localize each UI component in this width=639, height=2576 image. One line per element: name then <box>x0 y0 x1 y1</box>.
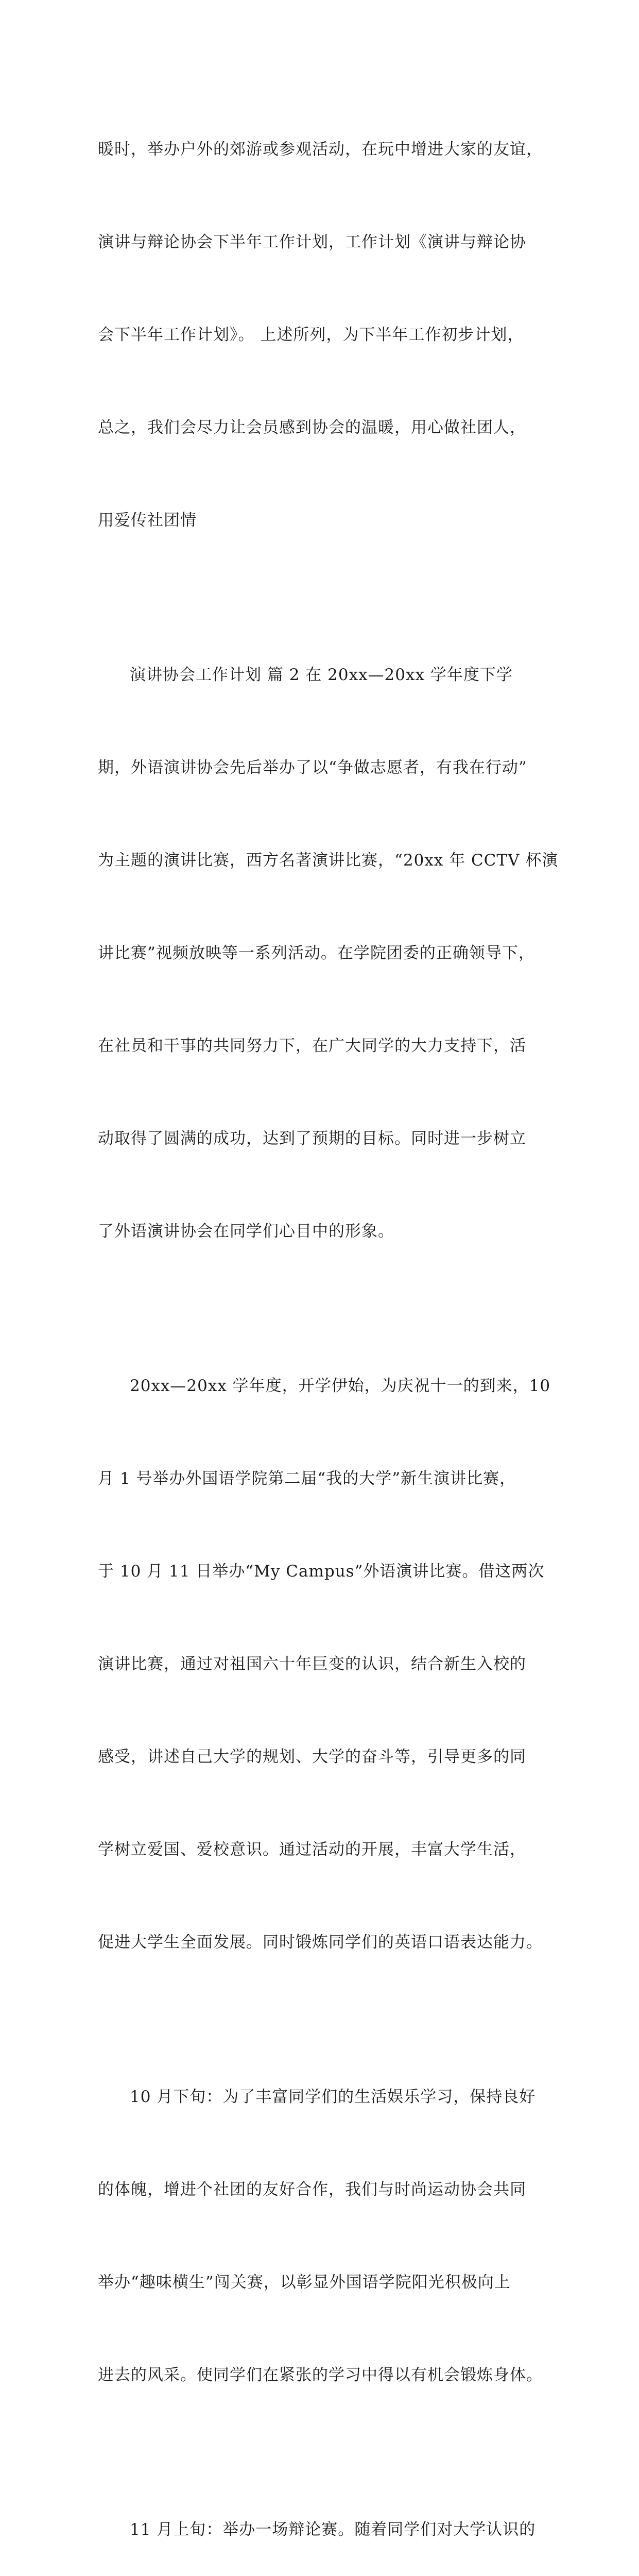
text-line: 期，外语演讲协会先后举办了以“争做志愿者，有我在行动” <box>98 758 527 777</box>
paragraph-4 <box>98 2020 541 2452</box>
paragraph-2 <box>98 598 559 1309</box>
text-line: 为主题的演讲比赛，西方名著演讲比赛，“20xx 年 CCTV 杯演 <box>98 851 559 870</box>
text-line: 促进大学生全面发展。同时锻炼同学们的英语口语表达能力。 <box>98 1933 543 1952</box>
text-line: 总之，我们会尽力让会员感到协会的温暖，用心做社团人， <box>98 418 526 437</box>
text-line: 于 10 月 11 日举办“My Campus”外语演讲比赛。借这两次 <box>98 1562 545 1581</box>
text-line: 举办“趣味横生”闯关赛，以彰显外国语学院阳光积极向上 <box>98 2273 511 2292</box>
document-page <box>98 72 559 2576</box>
text-line: 月 1 号举办外国语学院第二届“我的大学”新生演讲比赛， <box>98 1469 516 1488</box>
text-line: 11 月上旬：举办一场辩论赛。随着同学们对大学认识的 <box>130 2520 536 2539</box>
text-line: 讲比赛”视频放映等一系列活动。在学院团委的正确领导下， <box>98 944 535 962</box>
text-line: 用爱传社团情 <box>98 511 197 530</box>
text-line: 进去的风采。使同学们在紧张的学习中得以有机会锻炼身体。 <box>98 2366 543 2384</box>
text-line: 10 月下旬：为了丰富同学们的生活娱乐学习，保持良好 <box>130 2088 536 2106</box>
paragraph-5 <box>98 2452 541 2576</box>
text-line: 学树立爱国、爱校意识。通过活动的开展，丰富大学生活， <box>98 1840 526 1859</box>
text-line: 动取得了圆满的成功，达到了预期的目标。同时进一步树立 <box>98 1129 526 1148</box>
paragraph-1 <box>98 72 541 598</box>
text-line: 感受，讲述自己大学的规划、大学的奋斗等，引导更多的同 <box>98 1748 526 1766</box>
text-line: 在社员和干事的共同努力下，在广大同学的大力支持下，活 <box>98 1037 526 1055</box>
text-line: 演讲比赛，通过对祖国六十年巨变的认识，结合新生入校的 <box>98 1655 526 1673</box>
text-line: 20xx—20xx 学年度，开学伊始，为庆祝十一的到来，10 <box>130 1377 551 1395</box>
text-line: 的体魄，增进个社团的友好合作，我们与时尚运动协会共同 <box>98 2180 526 2199</box>
section-heading-line: 演讲协会工作计划 篇 2 在 20xx—20xx 学年度下学 <box>130 666 513 684</box>
paragraph-3 <box>98 1309 551 2020</box>
text-line: 演讲与辩论协会下半年工作计划，工作计划《演讲与辩论协 <box>98 233 526 251</box>
text-line: 了外语演讲协会在同学们心目中的形象。 <box>98 1222 394 1241</box>
text-line: 会下半年工作计划》。 上述所列，为下半年工作初步计划， <box>98 326 524 344</box>
text-line: 暖时，举办户外的郊游或参观活动，在玩中增进大家的友谊， <box>98 140 543 159</box>
